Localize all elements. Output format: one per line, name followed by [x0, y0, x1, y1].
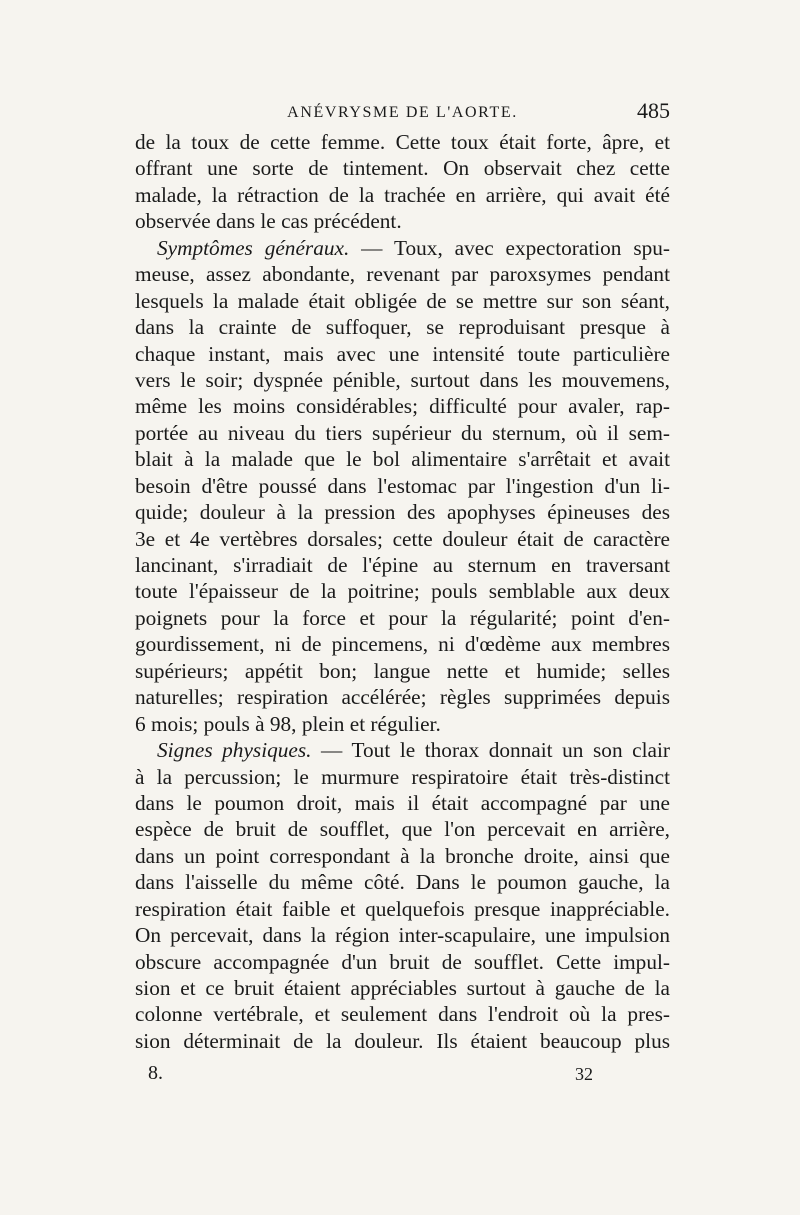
text-line: quide; douleur à la pression des apophyses épineuses des — [135, 500, 670, 525]
text-line: blait à la malade que le bol alimentaire s'arrêtait et avait — [135, 447, 670, 472]
text-line: gourdissement, ni de pincemens, ni d'œdème aux membres — [135, 632, 670, 657]
text-line: chaque instant, mais avec une intensité toute particulière — [135, 341, 670, 366]
text-line: sion déterminait de la douleur. Ils étaient beaucoup plus — [135, 1028, 670, 1053]
text-line: dans un point correspondant à la bronche droite, ainsi que — [135, 843, 670, 868]
text-line: toute l'épaisseur de la poitrine; pouls semblable aux deux — [135, 579, 670, 604]
text-line: On percevait, dans la région inter-scapulaire, une impulsion — [135, 923, 670, 948]
text-line: espèce de bruit de soufflet, que l'on percevait en arrière, — [135, 817, 670, 842]
text-line: portée au niveau du tiers supérieur du sternum, où il sem- — [135, 420, 670, 445]
text-line: vers le soir; dyspnée pénible, surtout dans les mouvemens, — [135, 367, 670, 392]
text-line: 3e et 4e vertèbres dorsales; cette douleur était de caractère — [135, 526, 670, 551]
text-line: même les moins considérables; difficulté pour avaler, rap- — [135, 394, 670, 419]
text-line: à la percussion; le murmure respiratoire était très-distinct — [135, 764, 670, 789]
text-line: meuse, assez abondante, revenant par paroxsymes pendant — [135, 262, 670, 287]
text-line: lancinant, s'irradiait de l'épine au sternum en traversant — [135, 553, 670, 577]
text-line: malade, la rétraction de la trachée en arrière, qui avait été — [135, 182, 670, 207]
text-line: offrant une sorte de tintement. On observait chez cette — [135, 156, 670, 181]
running-head — [135, 98, 670, 128]
body-text — [135, 129, 670, 1054]
text-line: de la toux de cette femme. Cette toux était forte, âpre, et — [135, 130, 670, 154]
text-line: lesquels la malade était obligée de se mettre sur son séant, — [135, 288, 670, 313]
running-title: ANÉVRYSME DE L'AORTE. — [287, 104, 518, 121]
text-line: colonne vertébrale, et seulement dans l'endroit où la pres- — [135, 1002, 670, 1027]
page-number: 485 — [637, 98, 670, 123]
section-heading-symptoms: Symptômes généraux. — [157, 235, 350, 260]
text-line: dans l'aisselle du même côté. Dans le poumon gauche, la — [135, 870, 670, 895]
text-line: poignets pour la force et pour la régularité; point d'en- — [135, 605, 670, 630]
sheet-number: 32 — [575, 1064, 593, 1084]
paragraph-physical-first-line — [135, 737, 670, 763]
text-line: supérieurs; appétit bon; langue nette et humide; selles — [135, 658, 670, 683]
text-line: obscure accompagnée d'un bruit de soufflet. Cette impul- — [135, 949, 670, 974]
text-line: dans le poumon droit, mais il était accompagné par une — [135, 790, 670, 815]
text-line: 6 mois; pouls à 98, plein et régulier. — [135, 711, 441, 736]
text-line: sion et ce bruit étaient appréciables surtout à gauche de la — [135, 976, 670, 1000]
text-line: dans la crainte de suffoquer, se reproduisant presque à — [135, 315, 670, 340]
paragraph-symptoms-first-line — [135, 235, 670, 261]
signature-mark: 8. — [148, 1062, 163, 1084]
text-line: respiration était faible et quelquefois presque inappréciable. — [135, 896, 670, 921]
text-line: observée dans le cas précédent. — [135, 209, 402, 234]
text-line: besoin d'être poussé dans l'estomac par l'ingestion d'un li- — [135, 473, 670, 498]
text-line-rest: — Toux, avec expectoration spu- — [349, 235, 671, 260]
section-heading-physical: Signes physiques. — [157, 738, 312, 763]
text-line: naturelles; respiration accélérée; règles supprimées depuis — [135, 685, 670, 710]
text-line-rest: — Tout le thorax donnait un son clair — [311, 738, 670, 763]
